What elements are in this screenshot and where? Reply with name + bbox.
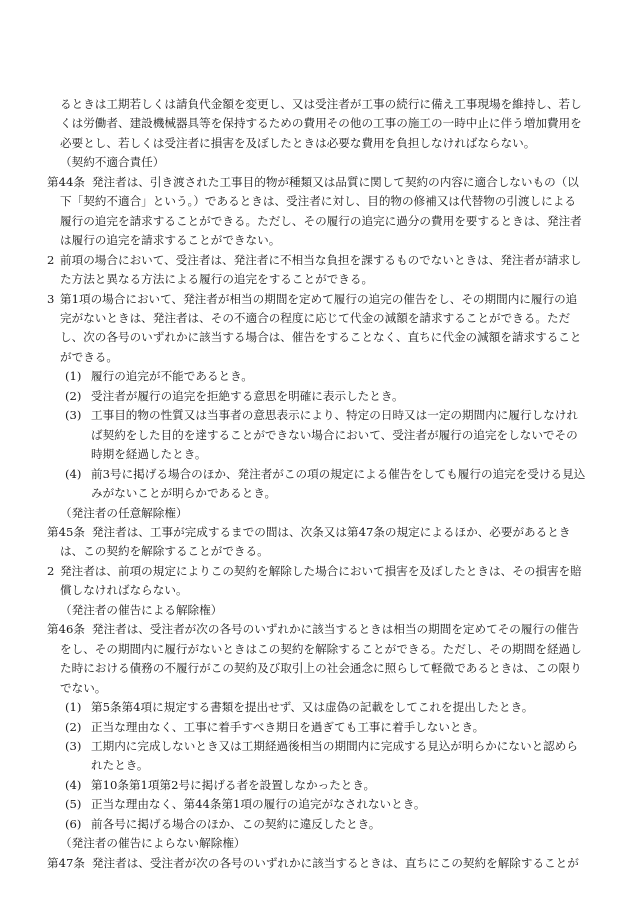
item-number: (2) xyxy=(65,388,82,403)
article-heading: （発注者の催告による解除権） xyxy=(60,602,223,617)
item-text: 正当な理由なく、工事に着手すべき期日を過ぎても工事に着手しないとき。 xyxy=(91,719,485,734)
article-47 xyxy=(47,854,587,873)
article-heading: （発注者の催告によらない解除権） xyxy=(60,836,246,851)
list-item xyxy=(47,698,587,717)
list-item xyxy=(47,406,587,464)
list-item xyxy=(47,387,587,406)
item-text: 受注者が履行の追完を拒絶する意思を明確に表示したとき。 xyxy=(91,388,404,403)
article-heading: （発注者の任意解除権） xyxy=(60,505,188,520)
paragraph xyxy=(47,251,587,290)
item-text: 前3号に掲げる場合のほか、発注者がこの項の規定による催告をしても履行の追完を受ける見込みがないことが明らかであるとき。 xyxy=(91,466,586,501)
item-text: 正当な理由なく、第44条第1項の履行の追完がなされないとき。 xyxy=(91,797,426,812)
article-number: 第47条 xyxy=(47,855,85,870)
item-number: (4) xyxy=(65,466,82,481)
paragraph xyxy=(47,290,587,368)
item-text: 工期内に完成しないとき又は工期経過後相当の期間内に完成する見込が明らかにないと認められたとき。 xyxy=(91,738,578,773)
list-item xyxy=(47,795,587,814)
paragraph-number: 2 xyxy=(47,252,55,267)
article-text: 発注者は、受注者が次の各号のいずれかに該当するときは、直ちにこの契約を解除することが xyxy=(91,855,579,870)
item-number: (2) xyxy=(65,719,82,734)
item-text: 第5条第4項に規定する書類を提出せず、又は虚偽の記載をしてこれを提出したとき。 xyxy=(91,700,534,715)
item-number: (1) xyxy=(65,369,82,384)
list-item xyxy=(47,465,587,504)
document-body xyxy=(47,95,587,873)
paragraph-text: 前項の場合において、受注者は、発注者に不相当な負担を課するものでないときは、発注者が請求した方法と異なる方法による履行の追完をすることができる。 xyxy=(60,252,582,287)
paragraph-text: 第1項の場合において、発注者が相当の期間を定めて履行の追完の催告をし、その期間内に履行の追完がないときは、発注者は、その不適合の程度に応じて代金の減額を請求することができる。ただし、次の各号のいずれかに該当する場合は、催告をすることなく、直ちに代金の減額を請求することができる。 xyxy=(60,291,582,364)
item-text: 第10条第1項第2号に掲げる者を設置しなかったとき。 xyxy=(91,777,376,792)
article-heading: （契約不適合責任） xyxy=(60,155,165,170)
item-number: (5) xyxy=(65,797,82,812)
item-text: 工事目的物の性質又は当事者の意思表示により、特定の日時又は一定の期間内に履行しなければ契約をした目的を達することができない場合において、受注者が履行の追完をしないでその時期を経過したとき。 xyxy=(91,408,578,462)
paragraph-number: 2 xyxy=(47,563,55,578)
list-item xyxy=(47,367,587,386)
item-text: 履行の追完が不能であるとき。 xyxy=(91,369,253,384)
article-number: 第46条 xyxy=(47,622,85,637)
list-item xyxy=(47,718,587,737)
article-text: 発注者は、引き渡された工事目的物が種類又は品質に関して契約の内容に適合しないもの（以下「契約不適合」という。）であるときは、受注者に対し、目的物の修補又は代替物の引渡しによる履行の追完を請求することができる。ただし、その履行の追完に過分の費用を要するときは、発注者は履行の追完を請求することができない。 xyxy=(60,174,582,248)
item-number: (3) xyxy=(65,408,82,423)
article-46 xyxy=(47,620,587,698)
continued-text: るときは工期若しくは請負代金額を変更し、又は受注者が工事の続行に備え工事現場を維持し、若しくは労働者、建設機械器具等を保持するための費用その他の工事の施工の一時中止に伴う増加費用を必要とし、若しくは受注者に損害を及ぼしたときは必要な費用を負担しなければならない。 xyxy=(60,97,582,150)
list-item xyxy=(47,776,587,795)
article-44 xyxy=(47,173,587,251)
article-45 xyxy=(47,523,587,562)
paragraph xyxy=(47,562,587,601)
paragraph-text: 発注者は、前項の規定によりこの契約を解除した場合において損害を及ぼしたときは、その損害を賠償しなければならない。 xyxy=(60,563,582,598)
article-text: 発注者は、工事が完成するまでの間は、次条又は第47条の規定によるほか、必要があるときは、この契約を解除することができる。 xyxy=(60,524,571,559)
article-number: 第44条 xyxy=(47,174,85,189)
item-number: (3) xyxy=(65,738,82,753)
item-number: (1) xyxy=(65,700,82,715)
list-item xyxy=(47,737,587,776)
list-item xyxy=(47,815,587,834)
paragraph-number: 3 xyxy=(47,291,55,306)
item-number: (6) xyxy=(65,816,82,831)
item-text: 前各号に掲げる場合のほか、この契約に違反したとき。 xyxy=(91,816,381,831)
article-number: 第45条 xyxy=(47,524,85,539)
article-text: 発注者は、受注者が次の各号のいずれかに該当するときは相当の期間を定めてその履行の催告をし、その期間内に履行がないときはこの契約を解除することができる。ただし、その期間を経過した時における債務の不履行がこの契約及び取引上の社会通念に照らして軽微であるときは、この限りでない。 xyxy=(60,622,582,695)
item-number: (4) xyxy=(65,777,82,792)
